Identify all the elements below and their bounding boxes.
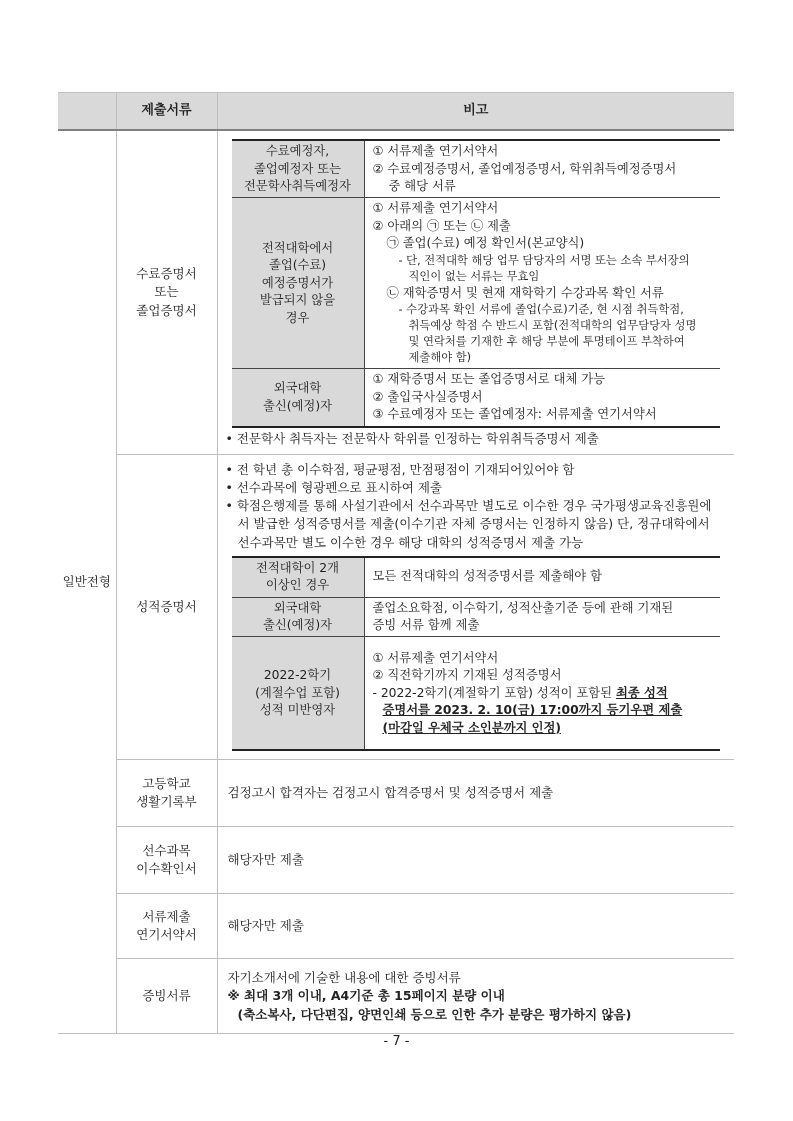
sub-text-fragment: - 2022-2학기(계절학기 포함) 성적이 포함된 xyxy=(372,685,616,700)
doc-name-cell xyxy=(116,130,217,455)
remarks-cell xyxy=(217,827,734,894)
sub-text xyxy=(364,597,720,637)
sub-text-line: ② 출입국사실증명서 xyxy=(372,389,483,404)
sub-text-line: - 수강과목 확인 서류에 졸업(수료)기준, 현 시점 취득학점, xyxy=(398,303,684,317)
doc-name-line: 또는 xyxy=(154,284,179,300)
sub-text-line: ② 수료예정증명서, 졸업예정증명서, 학위취득예정증명서 xyxy=(372,161,677,176)
doc-name-line: 생활기록부 xyxy=(136,794,197,810)
category-label: 일반전형 xyxy=(62,574,111,590)
remarks-text: 해당자만 제출 xyxy=(227,918,304,934)
sub-text-line: ① 서류제출 연기서약서 xyxy=(372,201,499,216)
remarks-text: (축소복사, 다단편집, 양면인쇄 등으로 인한 추가 분량은 평가하지 않음) xyxy=(237,1006,632,1022)
sub-row xyxy=(232,140,720,198)
sub-label-line: 전적대학에서 xyxy=(261,240,334,255)
sub-text xyxy=(364,369,720,427)
header-remarks: 비고 xyxy=(217,93,734,131)
sub-label-line: 전문학사취득예정자 xyxy=(244,178,351,193)
doc-name-cell xyxy=(116,760,217,827)
sub-text-line: ① 서류제출 연기서약서 xyxy=(372,144,499,159)
document-table xyxy=(58,92,734,1034)
sub-label-line: 졸업(수료) xyxy=(268,258,327,273)
row-completion-cert xyxy=(58,130,734,455)
remarks-cell xyxy=(217,894,734,959)
sub-text-line: 및 연락처를 기재한 후 해당 부분에 투명테이프 부착하여 xyxy=(408,335,685,349)
doc-name-cell xyxy=(116,959,217,1034)
row-transcript xyxy=(58,455,734,760)
sub-label-line: 경우 xyxy=(285,310,310,325)
doc-name-line: 연기서약서 xyxy=(136,927,197,943)
doc-name-line: 선수과목 xyxy=(142,843,191,859)
doc-name-line: 이수확인서 xyxy=(136,861,197,877)
sub-text-line: 모든 전적대학의 성적증명서를 제출해야 함 xyxy=(372,569,602,584)
transcript-subtable xyxy=(232,556,720,752)
header-blank xyxy=(58,93,116,131)
sub-label-line: 수료예정자, xyxy=(265,144,330,159)
sub-text-line: 직인이 없는 서류는 무효임 xyxy=(408,269,540,283)
sub-text-line: 중 해당 서류 xyxy=(388,178,456,193)
sub-label-line: 성적 미반영자 xyxy=(259,703,336,718)
sub-label-line: 전적대학이 2개 xyxy=(255,560,339,575)
row-deferral-pledge xyxy=(58,894,734,959)
row-evidence xyxy=(58,959,734,1034)
remarks-cell xyxy=(217,959,734,1034)
row-highschool-record xyxy=(58,760,734,827)
sub-row xyxy=(232,369,720,427)
sub-label-line: 발급되지 않을 xyxy=(259,293,336,308)
sub-text-line: ③ 수료예정자 또는 졸업예정자: 서류제출 연기서약서 xyxy=(372,407,657,422)
sub-label xyxy=(232,198,365,369)
doc-name-line: 수료증명서 xyxy=(136,266,197,282)
remarks-text: ※ 최대 3개 이내, A4기준 총 15페이지 분량 이내 xyxy=(227,988,505,1004)
sub-text-line: ① 재학증명서 또는 졸업증명서로 대체 가능 xyxy=(372,372,606,387)
sub-label-line: 이상인 경우 xyxy=(265,578,330,593)
remarks-text: 검정고시 합격자는 검정고시 합격증명서 및 성적증명서 제출 xyxy=(227,785,554,801)
remarks-text: 해당자만 제출 xyxy=(227,852,304,868)
sub-text-line: 제출해야 함) xyxy=(408,351,472,365)
doc-name-line: 증빙서류 xyxy=(142,988,191,1004)
completion-subtable xyxy=(232,139,720,428)
category-cell xyxy=(58,130,116,1034)
sub-row xyxy=(232,557,720,597)
bullet-line: • 전 학년 총 이수학점, 평균평점, 만점평점이 기재되어있어야 함 xyxy=(225,462,575,477)
sub-label-line: 출신(예정)자 xyxy=(263,398,332,413)
doc-name-line: 서류제출 xyxy=(142,909,191,925)
sub-text-line: 증빙 서류 함께 제출 xyxy=(372,617,480,632)
row-prereq-confirmation xyxy=(58,827,734,894)
sub-label xyxy=(232,557,365,597)
sub-row xyxy=(232,597,720,637)
sub-label xyxy=(232,637,365,751)
sub-text-line: - 단, 전적대학 해당 업무 담당자의 서명 또는 소속 부서장의 xyxy=(398,253,690,267)
doc-name-cell xyxy=(116,894,217,959)
remarks-cell xyxy=(217,760,734,827)
sub-text-line: ㉠ 졸업(수료) 예정 확인서(본교양식) xyxy=(386,236,585,251)
sub-text-line xyxy=(373,685,712,702)
sub-label-line: 출신(예정)자 xyxy=(263,617,332,632)
sub-label xyxy=(232,140,365,198)
bullet-line: • 학점은행제를 통해 사설기관에서 선수과목만 별도로 이수한 경우 국가평생교육진흥원에 xyxy=(225,498,712,514)
sub-label-line: 외국대학 xyxy=(273,600,322,615)
transcript-bullets xyxy=(218,455,735,552)
doc-name-line: 성적증명서 xyxy=(136,599,197,615)
remarks-text: 자기소개서에 기술한 내용에 대한 증빙서류 xyxy=(227,970,461,986)
sub-text-line: ② 직전학기까지 기재된 성적증명서 xyxy=(372,668,562,683)
sub-row xyxy=(232,198,720,369)
completion-note: • 전문학사 취득자는 전문학사 학위를 인정하는 학위취득증명서 제출 xyxy=(225,430,599,446)
sub-text-line: ② 아래의 ㉠ 또는 ㉡ 제출 xyxy=(372,218,511,233)
sub-label-line: 외국대학 xyxy=(273,381,322,396)
sub-text-line: 취득예상 학점 수 반드시 포함(전적대학의 업무담당자 성명 xyxy=(408,319,697,333)
doc-name-cell xyxy=(116,827,217,894)
sub-row xyxy=(232,637,720,751)
deadline-emphasis: 최종 성적 xyxy=(615,685,668,700)
sub-text-line: 졸업소요학점, 이수학기, 성적산출기준 등에 관해 기재된 xyxy=(372,600,674,615)
doc-name-line: 졸업증명서 xyxy=(136,302,197,318)
sub-label-line: 예정증명서가 xyxy=(261,275,334,290)
sub-label-line: 졸업예정자 또는 xyxy=(253,161,342,176)
header-documents: 제출서류 xyxy=(116,93,217,131)
sub-text-line: ㉡ 재학증명서 및 현재 재학학기 수강과목 확인 서류 xyxy=(386,285,664,300)
sub-text xyxy=(364,557,720,597)
deadline-emphasis: 증명서를 2023. 2. 10(금) 17:00까지 등기우편 제출 xyxy=(382,703,683,718)
sub-text xyxy=(364,198,720,369)
page-number: - 7 - xyxy=(383,1034,410,1049)
bullet-line: 서 발급한 성적증명서를 제출(이수기관 자체 증명서는 인정하지 않음) 단, 정규대학에서 xyxy=(237,516,710,532)
sub-label-line: (계절수업 포함) xyxy=(255,685,340,700)
remarks-cell xyxy=(217,130,734,455)
doc-name-line: 고등학교 xyxy=(142,776,191,792)
sub-text xyxy=(364,637,720,751)
remarks-cell xyxy=(217,455,734,760)
bullet-line: • 선수과목에 형광펜으로 표시하여 제출 xyxy=(225,480,442,496)
sub-label xyxy=(232,597,365,637)
bullet-line: 선수과목만 별도 이수한 경우 해당 대학의 성적증명서 제출 가능 xyxy=(237,534,584,550)
doc-name-cell xyxy=(116,455,217,760)
table-header-row xyxy=(58,93,734,131)
sub-label xyxy=(232,369,365,427)
sub-text xyxy=(364,140,720,198)
sub-label-line: 2022-2학기 xyxy=(263,668,332,683)
deadline-emphasis: (마감일 우체국 소인분까지 인정) xyxy=(382,720,562,735)
sub-text-line: ① 서류제출 연기서약서 xyxy=(372,650,499,665)
